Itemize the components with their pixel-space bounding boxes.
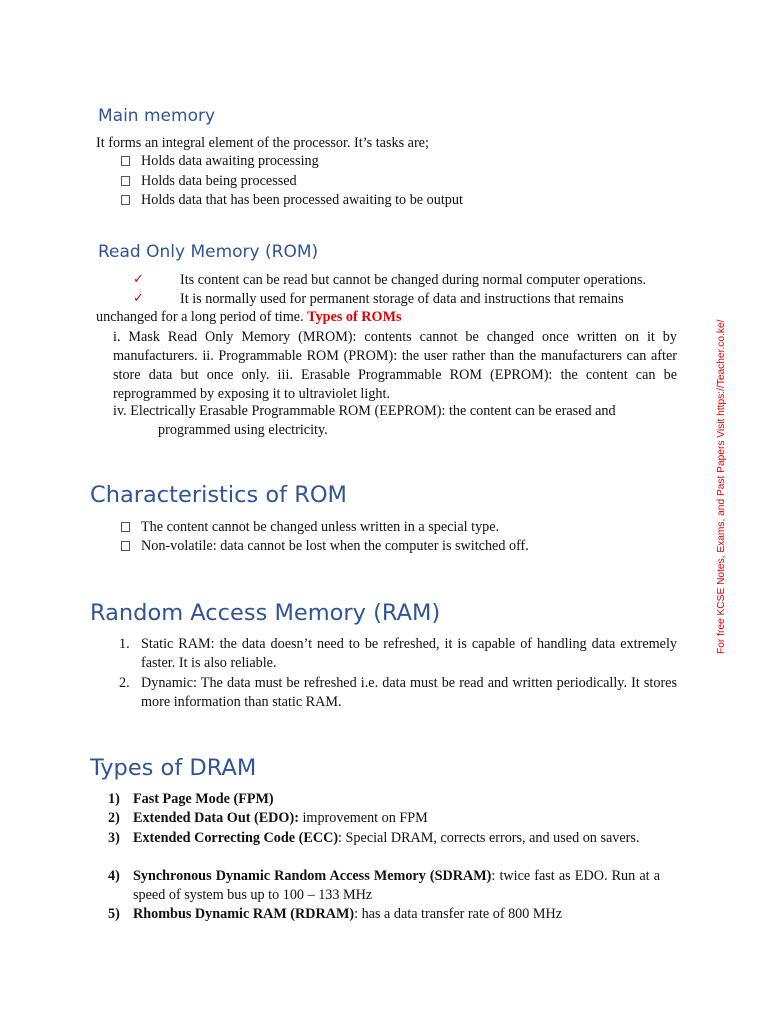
dram-item: Fast Page Mode (FPM) [133,791,274,807]
checkmark-icon: ✓ [133,272,144,287]
bullet-box-icon [121,156,130,166]
bullet-box-icon [121,541,130,551]
eeprom-line-1: iv. Electrically Erasable Programmable ROM (EEPROM): the content can be erased and [113,403,616,419]
main-memory-intro: It forms an integral element of the processor. It’s tasks are; [96,135,429,151]
list-item: Holds data being processed [121,172,297,191]
main-memory-heading: Main memory [98,106,216,126]
rom-point-2-line-1: It is normally used for permanent storage of data and instructions that remains [180,291,624,307]
list-number: 2) [108,810,120,826]
bullet-box-icon [121,176,130,186]
rom-heading: Read Only Memory (ROM) [98,242,319,262]
rom-point-1: Its content can be read but cannot be changed during normal computer operations. [180,272,647,288]
rom-types-paragraph: i. Mask Read Only Memory (MROM): contents cannot be changed once written on it by manufacturers. ii. Programmable ROM (PROM): the user rather than the manufacturers can after store data but once only. iii. Erasable Programmable ROM (EPROM): the content can be reprogrammed by exposing it to ultraviolet light. [113,329,677,402]
list-number: 2. [119,675,130,691]
checkmark-icon: ✓ [133,291,144,306]
list-number: 1. [119,636,130,652]
ram-item-dynamic: Dynamic: The data must be refreshed i.e. data must be read and written periodically. It stores more information than static RAM. [141,675,677,710]
ram-heading: Random Access Memory (RAM) [90,600,441,626]
list-item: Non-volatile: data cannot be lost when the computer is switched off. [121,537,529,556]
list-item: Holds data awaiting processing [121,152,319,171]
types-of-roms-label: Types of ROMs [307,309,402,325]
sidebar-promo [714,312,730,654]
characteristics-heading: Characteristics of ROM [90,482,347,508]
list-number: 3) [108,830,120,846]
list-number: 1) [108,791,120,807]
eeprom-line-2: programmed using electricity. [158,422,328,438]
rom-point-2-line-2: unchanged for a long period of time. Types of ROMs [96,309,402,325]
sidebar-promo-link[interactable]: For free KCSE Notes, Exams, and Past Papers Visit https://Teacher.co.ke/ [716,319,727,654]
list-number: 5) [108,906,120,922]
dram-item: Extended Data Out (EDO): improvement on FPM [133,810,428,826]
list-item: The content cannot be changed unless written in a special type. [121,518,499,537]
dram-heading: Types of DRAM [90,755,257,781]
ram-item-static: Static RAM: the data doesn’t need to be refreshed, it is capable of handling data extremely faster. It is also reliable. [141,636,677,671]
dram-item: Synchronous Dynamic Random Access Memory (SDRAM): twice fast as EDO. Run at a speed of system bus up to 100 – 133 MHz [133,868,660,903]
dram-item: Extended Correcting Code (ECC): Special DRAM, corrects errors, and used on savers. [133,830,640,846]
dram-item: Rhombus Dynamic RAM (RDRAM): has a data transfer rate of 800 MHz [133,906,563,922]
list-item: Holds data that has been processed awaiting to be output [121,191,463,210]
bullet-box-icon [121,522,130,532]
bullet-box-icon [121,195,130,205]
list-number: 4) [108,868,120,884]
